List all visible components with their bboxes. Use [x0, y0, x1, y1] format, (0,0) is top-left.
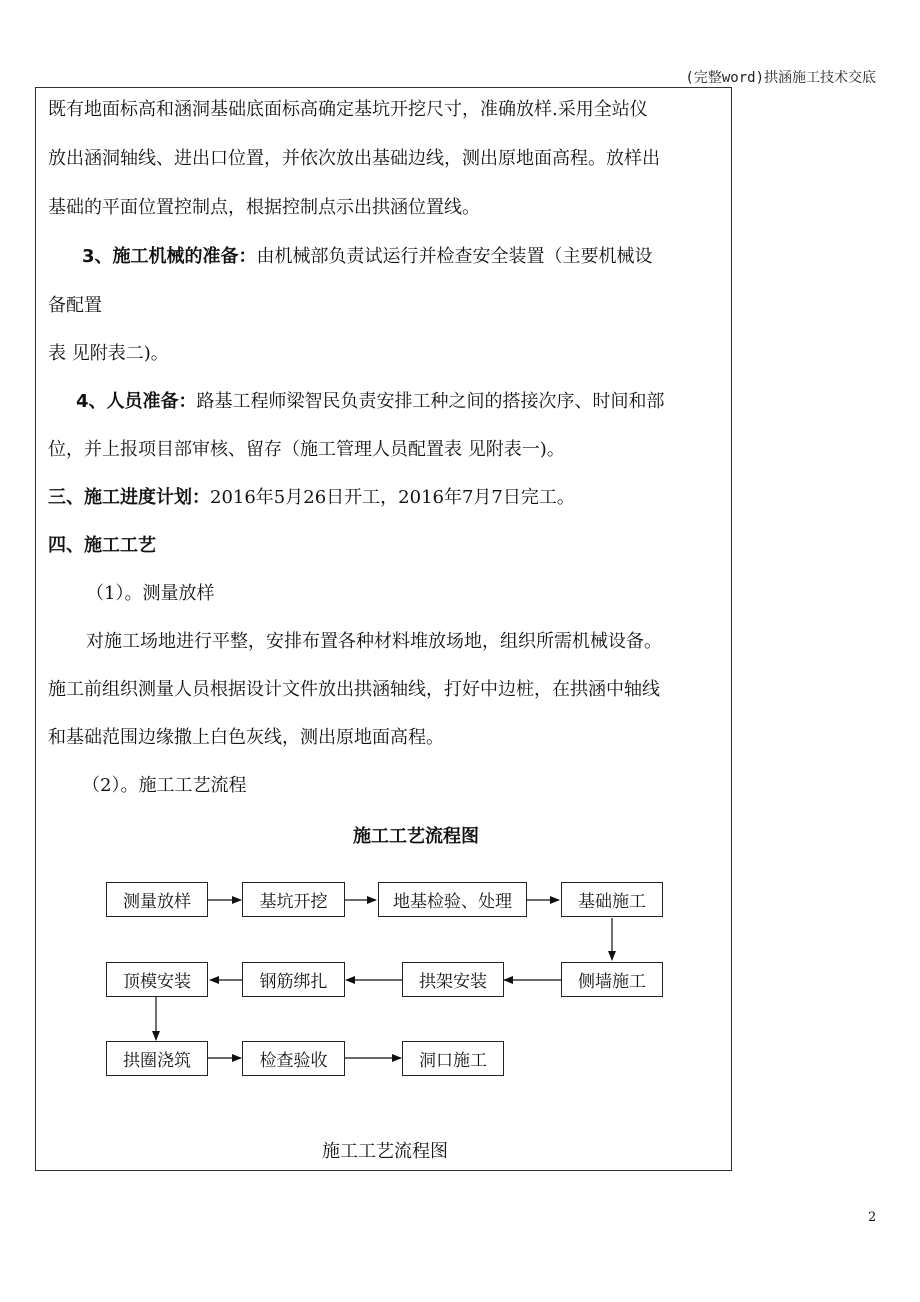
flow-step-foundation-construction: 基础施工 — [561, 882, 663, 917]
section-machinery-heading: 3、施工机械的准备： — [82, 246, 257, 267]
document-header-title: (完整word)拱涵施工技术交底 — [685, 70, 876, 86]
paragraph-line: 位，并上报项目部审核、留存（施工管理人员配置表 见附表一)。 — [48, 439, 565, 460]
paragraph-line: 基础的平面位置控制点，根据控制点示出拱涵位置线。 — [48, 197, 480, 218]
paragraph-line: 对施工场地进行平整，安排布置各种材料堆放场地，组织所需机械设备。 — [86, 631, 662, 652]
section-schedule-heading: 三、施工进度计划： — [48, 487, 210, 508]
paragraph-line: 和基础范围边缘撒上白色灰线，测出原地面高程。 — [48, 727, 444, 748]
flowchart-title: 施工工艺流程图 — [353, 826, 479, 847]
flow-step-top-formwork: 顶模安装 — [106, 962, 208, 997]
subsection-survey-heading: （1）。测量放样 — [86, 583, 215, 604]
flow-step-rebar: 钢筋绑扎 — [242, 962, 345, 997]
flow-step-excavation: 基坑开挖 — [242, 882, 345, 917]
flow-step-side-wall: 侧墙施工 — [561, 962, 663, 997]
paragraph-line: 放出涵洞轴线、进出口位置，并依次放出基础边线，测出原地面高程。放样出 — [48, 148, 660, 169]
paragraph-line: 施工前组织测量人员根据设计文件放出拱涵轴线，打好中边桩，在拱涵中轴线 — [48, 679, 660, 700]
flow-step-foundation-inspection: 地基检验、处理 — [378, 882, 527, 917]
section-process-heading: 四、施工工艺 — [48, 535, 156, 556]
paragraph-line: 备配置 — [48, 295, 102, 316]
flow-step-survey: 测量放样 — [106, 882, 208, 917]
section-machinery-text: 由机械部负责试运行并检查安全装置（主要机械设 — [256, 246, 653, 267]
flow-step-arch-pouring: 拱圈浇筑 — [106, 1041, 208, 1076]
section-personnel-text: 路基工程师梁智民负责安排工种之间的搭接次序、时间和部 — [196, 391, 665, 412]
flow-step-arch-frame: 拱架安装 — [402, 962, 504, 997]
subsection-flow-heading: （2）。施工工艺流程 — [82, 775, 247, 796]
paragraph-line: 表 见附表二)。 — [48, 343, 169, 364]
flow-step-portal: 洞口施工 — [402, 1041, 504, 1076]
section-personnel-heading: 4、人员准备： — [76, 391, 197, 412]
flow-step-inspection: 检查验收 — [242, 1041, 345, 1076]
page-number: 2 — [868, 1210, 877, 1225]
paragraph-line: 既有地面标高和涵洞基础底面标高确定基坑开挖尺寸，准确放样.采用全站仪 — [48, 99, 648, 120]
flowchart-caption: 施工工艺流程图 — [322, 1141, 448, 1162]
section-schedule-text: 2016年5月26日开工，2016年7月7日完工。 — [210, 487, 575, 508]
